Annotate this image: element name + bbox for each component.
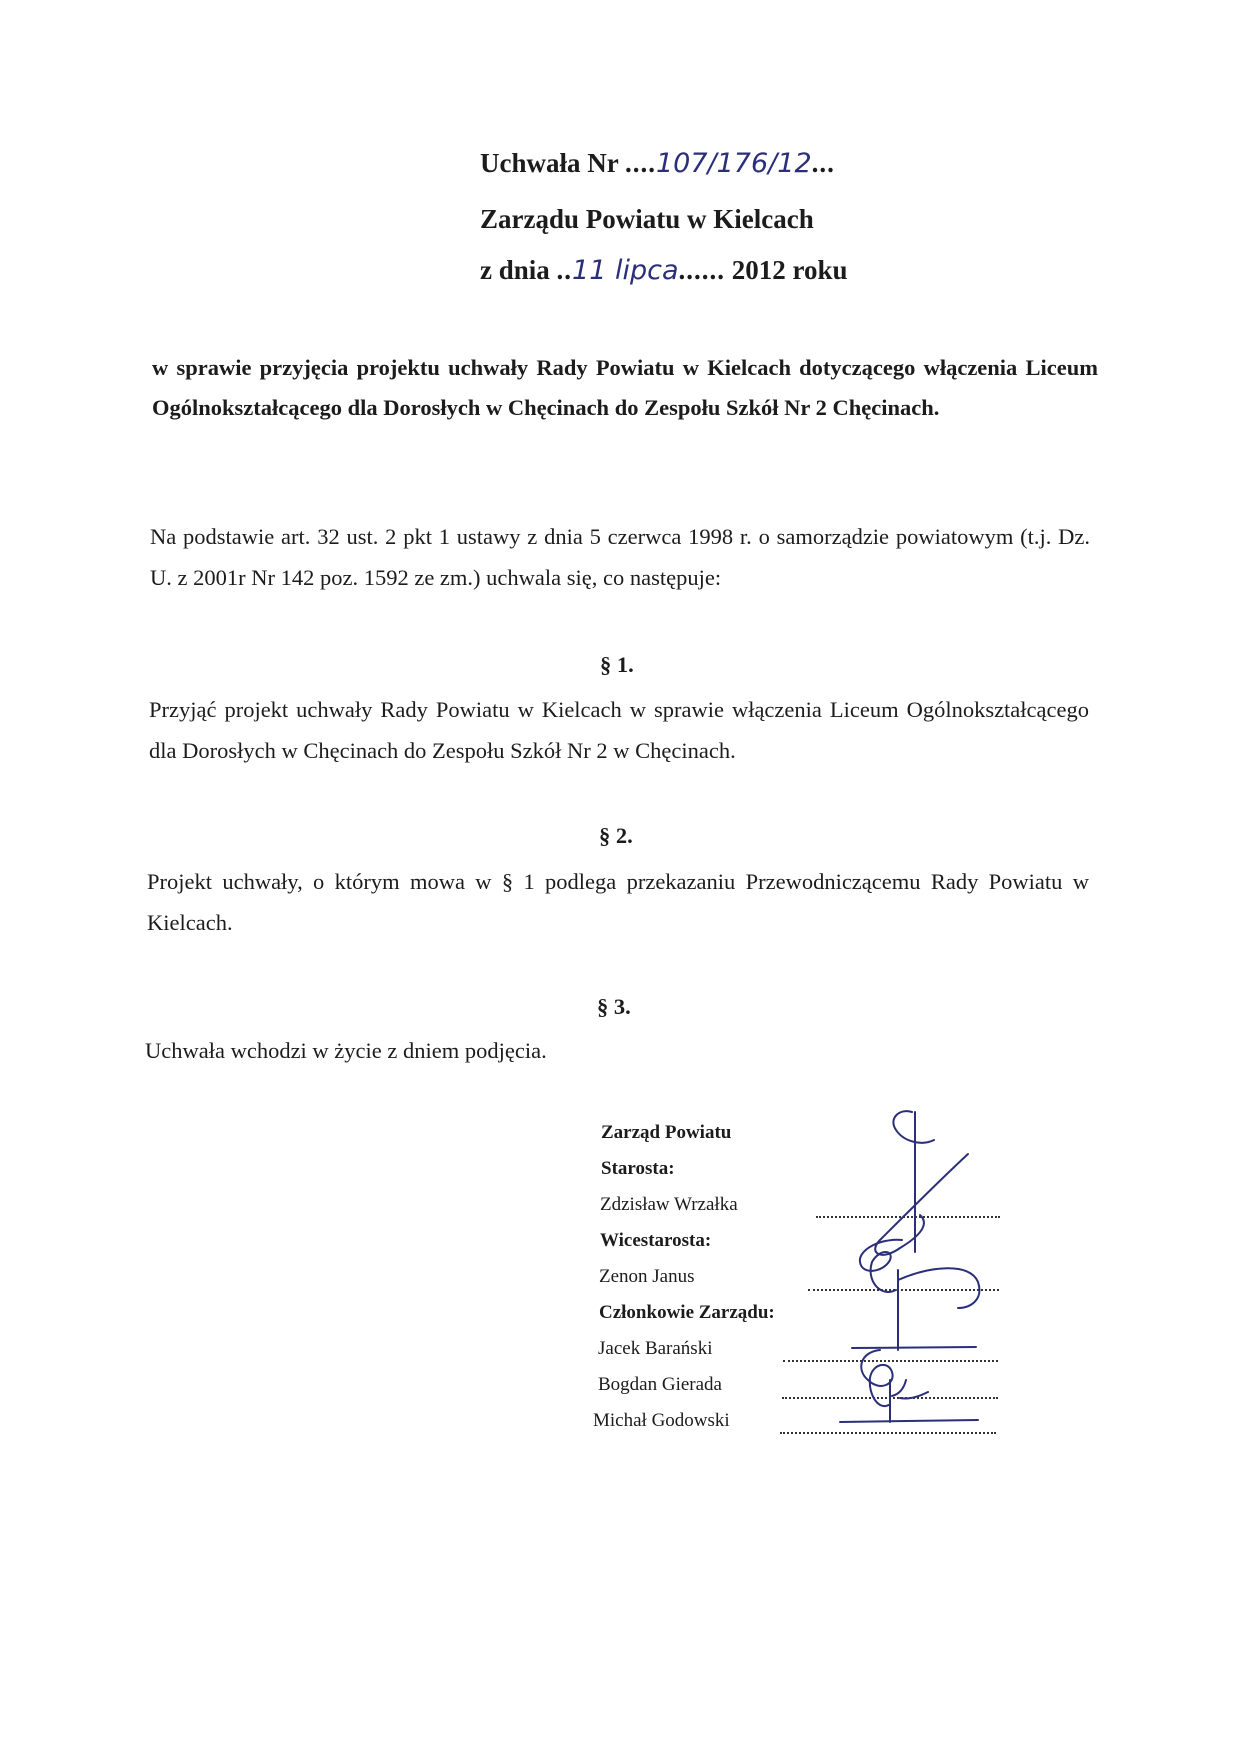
wicestarosta-label: Wicestarosta: [600,1230,712,1251]
issuing-body-line: Zarządu Powiatu w Kielcach [480,204,814,234]
wicestarosta-signature [860,1240,980,1350]
section-1-mark: § 1. [600,652,634,677]
wicestarosta-name: Zenon Janus [599,1266,695,1287]
resolution-date-line: z dnia ..11 lipca...... 2012 roku [480,255,848,286]
section-2-mark: § 2. [599,823,633,848]
section-3-text: Uchwała wchodzi w życie z dniem podjęcia. [145,1038,547,1063]
member-signature-line [783,1360,998,1362]
resolution-subject: w sprawie przyjęcia projektu uchwały Rady Powiatu w Kielcach dotyczącego włączenia Liceum Ogólnokształcącego dla Dorosłych w Chęcinach do Zespołu Szkół Nr 2 Chęcinach. [152,355,1098,420]
member-name: Jacek Barański [598,1338,713,1359]
member-name: Bogdan Gierada [598,1374,722,1395]
date-prefix: z dnia [480,255,557,285]
handwritten-resolution-number: 107/176/12 [656,148,812,179]
starosta-signature-line [816,1216,1000,1218]
member-signature [840,1420,978,1422]
handwritten-date: 11 lipca [572,255,679,286]
date-suffix: 2012 roku [725,255,848,285]
resolution-number-line: Uchwała Nr ....107/176/12... [480,148,835,179]
member-signature-line [782,1397,998,1399]
wicestarosta-signature-line [808,1289,999,1291]
member-signature-line [780,1432,996,1434]
starosta-signature [875,1111,968,1255]
section-3-mark: § 3. [597,994,631,1019]
starosta-name: Zdzisław Wrzałka [600,1194,738,1215]
section-2-text: Projekt uchwały, o którym mowa w § 1 podlega przekazaniu Przewodniczącemu Rady Powiatu w Kielcach. [147,869,1089,935]
member-signature [852,1347,976,1348]
legal-basis: Na podstawie art. 32 ust. 2 pkt 1 ustawy z dnia 5 czerwca 1998 r. o samorządzie powiatowym (t.j. Dz. U. z 2001r Nr 142 poz. 1592 ze zm.) uchwala się, co następuje: [150,524,1090,590]
board-heading: Zarząd Powiatu [601,1122,732,1143]
members-label: Członkowie Zarządu: [599,1302,775,1323]
section-1-text: Przyjąć projekt uchwały Rady Powiatu w Kielcach w sprawie włączenia Liceum Ogólnokształcącego dla Dorosłych w Chęcinach do Zespołu Szkół Nr 2 w Chęcinach. [149,697,1089,763]
member-name: Michał Godowski [593,1410,730,1431]
resolution-number-prefix: Uchwała Nr [480,148,625,178]
starosta-label: Starosta: [601,1158,675,1179]
